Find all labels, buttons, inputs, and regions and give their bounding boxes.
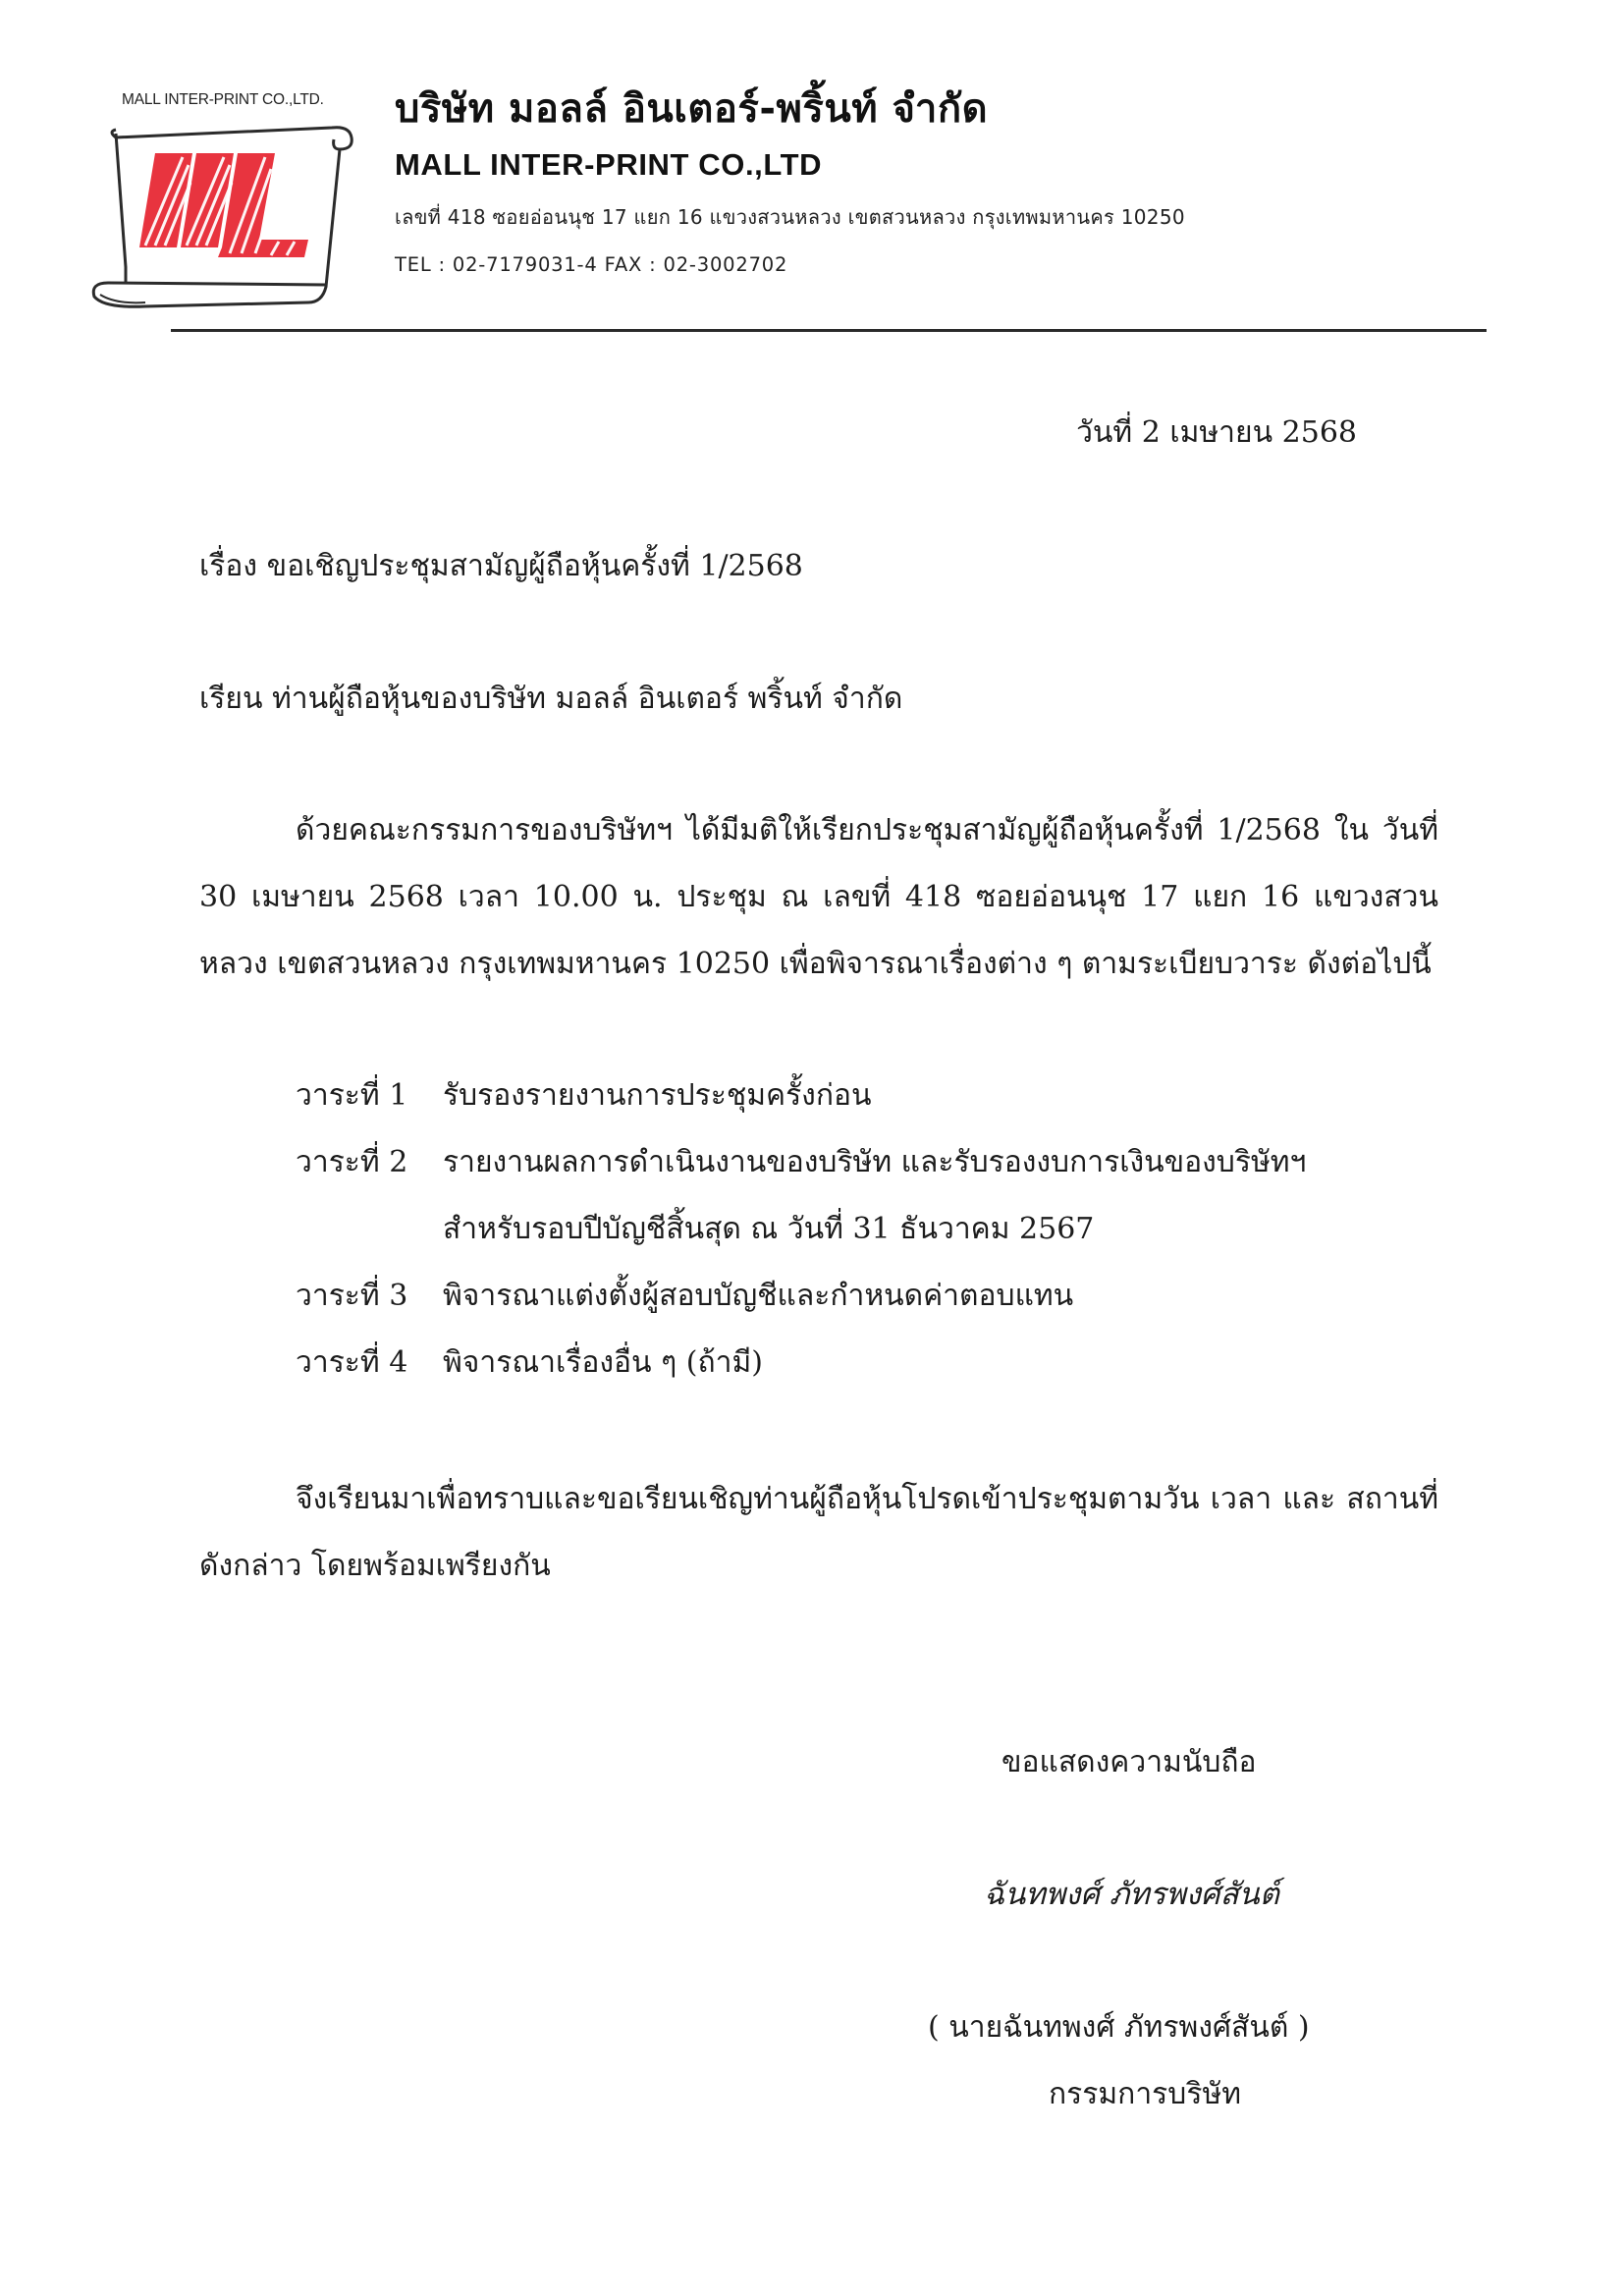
intro-paragraph: ด้วยคณะกรรมการของบริษัทฯ ได้มีมติให้เรียกประชุมสามัญผู้ถือหุ้นครั้งที่ 1/2568 ใน วันที่ 30 เมษายน 2568 เวลา 10.00 น. ประชุม ณ เลขที่ 418 ซอยอ่อนนุช 17 แยก 16 แขวงสวน หลวง เขตสวนหลวง กรุงเทพมหานคร 10250 เพื่อพิจารณาเรื่องต่าง ๆ ตามระเบียบวาระ ดังต่อไปนี้ (199, 813, 1438, 981)
agenda-item-text-continued: สำหรับรอบปีบัญชีสิ้นสุด ณ วันที่ 31 ธันวาคม 2567 (443, 1212, 1095, 1246)
letterhead-divider (171, 329, 1487, 332)
logo-caption: MALL INTER-PRINT CO.,LTD. (122, 91, 324, 108)
company-address: เลขที่ 418 ซอยอ่อนนุช 17 แยก 16 แขวงสวนหลวง เขตสวนหลวง กรุงเทพมหานคร 10250 (395, 205, 1185, 229)
letter-subject: เรื่อง ขอเชิญประชุมสามัญผู้ถือหุ้นครั้งที่ 1/2568 (199, 549, 803, 583)
agenda-item-text: รายงานผลการดำเนินงานของบริษัท และรับรองงบการเงินของบริษัทฯ (443, 1145, 1307, 1179)
company-name-thai: บริษัท มอลล์ อินเตอร์-พริ้นท์ จำกัด (395, 86, 989, 132)
agenda-item-label: วาระที่ 2 (296, 1145, 408, 1179)
signer-position: กรรมการบริษัท (1049, 2077, 1241, 2111)
signer-name: ( นายฉันทพงศ์ ภัทรพงศ์สันต์ ) (928, 2010, 1310, 2045)
company-contact: TEL : 02-7179031-4 FAX : 02-3002702 (395, 253, 788, 276)
invitation-paragraph: จึงเรียนมาเพื่อทราบและขอเรียนเชิญท่านผู้ถือหุ้นโปรดเข้าประชุมตามวัน เวลา และ สถานที่ดังกล่าว โดยพร้อมเพรียงกัน (199, 1482, 1438, 1583)
company-name-english: MALL INTER-PRINT CO.,LTD (395, 147, 823, 182)
agenda-item-text: พิจารณาแต่งตั้งผู้สอบบัญชีและกำหนดค่าตอบแทน (443, 1279, 1074, 1313)
closing-phrase: ขอแสดงความนับถือ (1001, 1745, 1257, 1779)
letter-date: วันที่ 2 เมษายน 2568 (1076, 415, 1357, 450)
agenda-item-label: วาระที่ 4 (296, 1345, 408, 1380)
agenda-item-label: วาระที่ 1 (296, 1078, 408, 1113)
agenda-item-text: รับรองรายงานการประชุมครั้งก่อน (443, 1078, 872, 1113)
agenda-item-label: วาระที่ 3 (296, 1279, 408, 1313)
handwritten-signature: ฉันทพงศ์ ภัทรพงศ์สันต์ (984, 1877, 1279, 1912)
letter-salutation: เรียน ท่านผู้ถือหุ้นของบริษัท มอลล์ อินเตอร์ พริ้นท์ จำกัด (199, 682, 903, 716)
agenda-item-text: พิจารณาเรื่องอื่น ๆ (ถ้ามี) (443, 1345, 763, 1380)
company-logo (86, 110, 371, 311)
